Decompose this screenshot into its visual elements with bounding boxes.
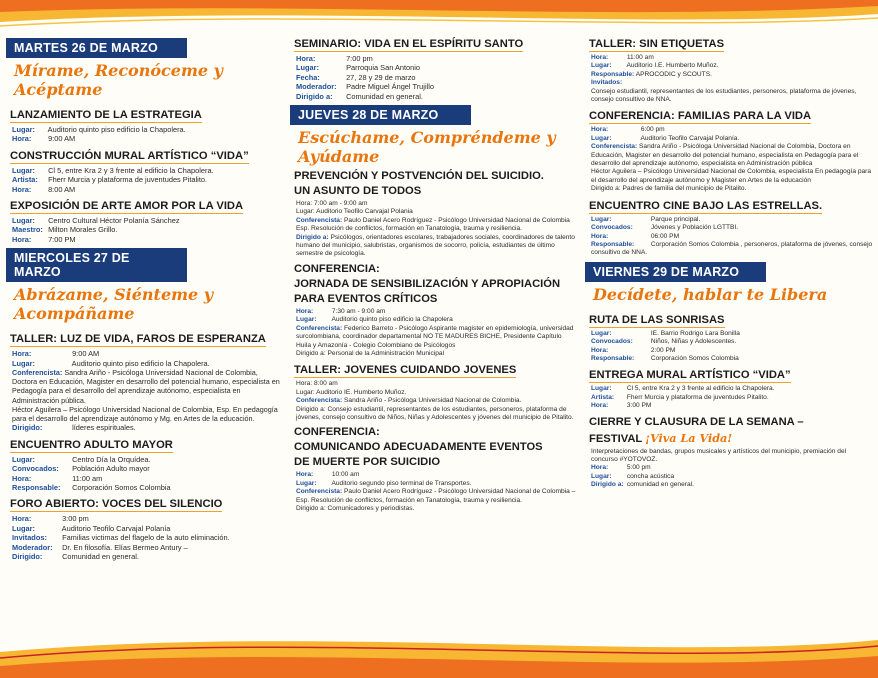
event-row [591, 54, 873, 62]
row-value: Centro Cultural Héctor Polanía Sánchez [48, 216, 180, 226]
event-paragraph [296, 234, 576, 259]
row-value: 7:00 PM [48, 234, 76, 244]
row-key: Lugar: [12, 125, 35, 134]
row-value: Dr. En filosofía. Elías Bermeo Antury – [62, 542, 188, 552]
event-title: ENCUENTRO CINE BAJO LAS ESTRELLAS. [589, 199, 823, 212]
event-row: Dirigido a: Padres de familia del municipio de Pitalito. [591, 185, 747, 193]
row-value: Auditorio Teofilo Carvajal Polanía. [640, 134, 740, 142]
row-value: Población Adulto mayor [72, 464, 150, 474]
row-value: 5:00 pm [626, 464, 651, 472]
row-key: Conferencista: [296, 488, 343, 496]
event-row [591, 464, 873, 472]
event-title: COMUNICANDO ADECUADAMENTE EVENTOS [294, 441, 543, 454]
row-value: Paulo Daniel Acero Rodríguez - Psicólogo Universidad Nacional de Colombia Esp. Resolución de conflictos, formación en Tanatología, trauma y resiliencia. [296, 216, 570, 233]
row-key: Conferencista: [591, 143, 638, 151]
row-key: Hora: [12, 134, 32, 144]
row-value: líderes espirituales. [72, 423, 136, 433]
tagline-jueves: Escúchame, Compréndeme y Ayúdame [298, 128, 556, 167]
event-row [12, 552, 280, 561]
event-row [296, 92, 576, 101]
event-row [12, 514, 280, 523]
column-3 [585, 34, 873, 638]
row-value: 2:00 PM [650, 346, 676, 354]
row-value: 11:00 am [626, 54, 654, 61]
column-1 [6, 34, 280, 638]
event-row [12, 533, 280, 542]
day-band-viernes: VIERNES 29 DE MARZO [585, 262, 766, 282]
tagline-viernes: Decídete, hablar te Libera [593, 284, 828, 304]
event-row [591, 224, 873, 232]
row-value: Comunidad en general. [62, 551, 139, 561]
row-value: 7:00 pm [346, 54, 373, 63]
row-value: 7:30 am - 9:00 am [331, 307, 386, 315]
row-value: Psicólogos, orientadores escolares, trabajadores sociales, coordinadores de talento humano del municipio, salubristas, organismos de socorro, policía, estudiantes de último semestre de psicología. [296, 233, 575, 258]
event-row [12, 464, 280, 473]
row-key: Lugar: [591, 215, 612, 223]
row-value: 3:00 PM [626, 402, 652, 410]
event-row [591, 481, 873, 489]
event-title: PARA EVENTOS CRÍTICOS [294, 292, 438, 305]
event-title: CIERRE Y CLAUSURA DE LA SEMANA – [589, 415, 804, 428]
day-band-martes: MARTES 26 DE MARZO [6, 38, 187, 58]
event-row: Dirigido a: Comunicadores y periodistas. [296, 504, 415, 512]
event-row [591, 355, 873, 363]
row-key: Lugar: [591, 329, 612, 337]
event-title: CONFERENCIA: FAMILIAS PARA LA VIDA [589, 110, 812, 123]
row-value: Auditorio quinto piso edificio la Chapolera. [47, 125, 186, 134]
event-row [591, 233, 873, 241]
row-key: Dirigido a: [296, 233, 329, 241]
row-key: Lugar: [296, 63, 319, 73]
event-paragraph [12, 368, 280, 405]
row-key: Hora: [12, 473, 32, 483]
event-row [296, 471, 576, 479]
event-row [591, 216, 873, 224]
event-paragraph [296, 488, 576, 505]
event-title: JORNADA DE SENSIBILIZACIÓN Y APROPIACIÓN [294, 277, 561, 290]
event-paragraph: Interpretaciones de bandas, grupos musicales y artísticos del municipio, premiación del concurso #YOTOVOZ. [591, 447, 847, 463]
day-band-jueves: JUEVES 28 DE MARZO [290, 105, 471, 125]
row-value: 27, 28 y 29 de marzo [346, 72, 416, 82]
event-row [12, 543, 280, 552]
event-row: Dirigido a: Personal de la Administración Municipal [296, 349, 445, 357]
row-value: Padre Miguel Ángel Trujillo [346, 82, 434, 92]
event-title: PREVENCIÓN Y POSTVENCIÓN DEL SUICIDIO. [294, 170, 544, 183]
event-row [12, 166, 280, 175]
event-row [591, 71, 873, 79]
row-key: Lugar: [296, 479, 317, 487]
event-paragraph [591, 143, 873, 168]
row-key: Lugar: [12, 358, 35, 368]
row-key: Lugar: [591, 385, 612, 393]
row-key: Hora: [296, 54, 316, 63]
row-value: Fherr Murcia y plataforma de juventudes Pitalito. [48, 175, 208, 185]
event-row [296, 63, 576, 72]
event-row [296, 316, 576, 324]
row-key: Convocados: [591, 338, 633, 346]
event-paragraph [296, 397, 576, 405]
row-key: Invitados: [591, 79, 623, 87]
event-title: DE MUERTE POR SUICIDIO [294, 456, 441, 469]
row-value: 11:00 am [72, 473, 103, 483]
row-key: Artista: [12, 175, 38, 185]
row-key: Hora: [296, 307, 314, 315]
event-row [591, 241, 873, 258]
row-value: 9:00 AM [72, 349, 100, 359]
event-row [591, 126, 873, 134]
row-value: Niños, Niñas y Adolescentes. [650, 338, 737, 346]
row-key: Moderador: [12, 542, 53, 552]
row-key: Responsable: [591, 354, 635, 362]
row-key: Hora: [12, 514, 32, 524]
row-value: Auditorio I.E. Humberto Muñoz. [626, 62, 719, 70]
row-key: Artista: [591, 393, 615, 401]
event-title: RUTA DE LAS SONRISAS [589, 313, 725, 326]
row-value: Auditorio segundo piso terminal de Transportes. [331, 479, 472, 487]
tagline-martes: Mírame, Reconóceme y Acéptame [14, 61, 223, 99]
event-title: EXPOSICIÓN DE ARTE AMOR POR LA VIDA [10, 200, 244, 213]
row-value: Parroquia San Antonio [346, 63, 421, 73]
event-title: TALLER: SIN ETIQUETAS [589, 38, 725, 50]
row-value: 3:00 pm [62, 514, 89, 524]
row-key: Invitados: [12, 533, 47, 543]
row-key: Lugar: [12, 523, 35, 533]
event-row [591, 62, 873, 70]
row-value: APROCODIC y SCOUTS. [635, 70, 712, 78]
row-key: Convocados: [12, 464, 59, 474]
event-title: ENTREGA MURAL ARTÍSTICO “VIDA” [589, 369, 791, 382]
row-key: Lugar: [591, 134, 612, 142]
row-value: Familias victimas del flagelo de la auto eliminación. [62, 533, 230, 543]
row-key: Hora: [591, 232, 609, 240]
row-value: 6:00 pm [640, 126, 665, 134]
festival-slogan: ¡Viva La Vida! [645, 430, 733, 445]
event-title: LANZAMIENTO DE LA ESTRATEGIA [10, 109, 202, 121]
event-row [591, 338, 873, 346]
row-key: Responsable: [591, 70, 635, 78]
event-title: CONFERENCIA: [294, 262, 380, 275]
row-key: Hora: [591, 464, 609, 472]
event-paragraph [296, 325, 576, 350]
event-title [589, 431, 873, 446]
event-row: Hora: 7:00 am - 9:00 am [296, 200, 368, 208]
row-value: Corporación Somos Colombia [650, 354, 739, 362]
event-title: TALLER: LUZ DE VIDA, FAROS DE ESPERANZA [10, 333, 266, 346]
event-row [12, 175, 280, 184]
event-row [591, 347, 873, 355]
row-value: Paulo Daniel Acero Rodríguez - Psicólogo Universidad Nacional de Colombia – Esp. Resolución de conflictos, formación en Tanatología, trauma y resiliencia. [296, 488, 576, 504]
row-key: Lugar: [12, 216, 35, 226]
row-key: Conferencista: [296, 397, 343, 405]
event-paragraph [296, 217, 576, 234]
row-key: Hora: [296, 471, 314, 479]
row-key: Dirigido a: [296, 91, 333, 101]
row-value: 9:00 AM [48, 134, 76, 144]
row-value: Centro Día la Orquídea. [72, 454, 151, 464]
row-value: Sandra Ariño - Psicóloga Universidad Nacional de Colombia, Doctora en Educación, Magister en desarrollo del potencial humano, especialista en Pedagogía para el desarrollo del aprendizaje autónomo, especialista en Administración pública [591, 143, 859, 168]
event-title: FORO ABIERTO: VOCES DEL SILENCIO [10, 498, 223, 511]
row-key: Responsable: [12, 482, 61, 492]
event-row [296, 480, 576, 488]
event-row [591, 394, 873, 402]
event-row [591, 385, 873, 393]
row-key: Hora: [12, 349, 32, 359]
event-row [12, 423, 280, 432]
day-band-miercoles: MIERCOLES 27 DE MARZO [6, 248, 187, 282]
event-row [12, 474, 280, 483]
row-value: Auditorio Teofilo Carvajal Polanía [61, 523, 171, 533]
row-key: Lugar: [12, 165, 35, 175]
event-paragraph [591, 79, 873, 104]
row-key: Hora: [591, 346, 609, 354]
row-value: Auditorio quinto piso edificio la Chapolera [331, 316, 453, 324]
event-row [12, 125, 280, 134]
row-value: Cl 5, entre Kra 2 y 3 frente al edificio la Chapolera. [48, 165, 214, 175]
row-value: 06:00 PM [650, 232, 680, 240]
row-key: Hora: [12, 184, 32, 194]
tagline-miercoles: Abrázame, Siénteme y Acompáñame [14, 285, 214, 324]
row-key: Conferencista: [296, 216, 343, 224]
event-row [296, 308, 576, 316]
event-row [296, 82, 576, 91]
event-row: Lugar: Auditorio Teofilo Carvajal Polania [296, 208, 413, 216]
event-row [12, 216, 280, 225]
row-value: Comunidad en general. [346, 91, 423, 101]
event-row [12, 225, 280, 234]
event-paragraph: Héctor Aguilera – Psicólogo Universidad Nacional de Colombia, especialista En pedagogía para el desarrollo del aprendizaje autónomo y Magister en Artes de la educación [591, 168, 872, 184]
row-value: Jóvenes y Población LGTTBI. [650, 224, 739, 232]
row-key: Fecha: [296, 72, 320, 82]
event-title: UN ASUNTO DE TODOS [294, 185, 422, 198]
row-key: Dirigido: [12, 423, 43, 433]
event-row [12, 185, 280, 194]
row-value: comunidad en general. [626, 481, 694, 489]
row-value: Sandra Ariño - Psicóloga Universidad Nacional de Colombia, Doctora en Educación, Magister en desarrollo del potencial humano, especialista en Pedagogía para el desarrollo del aprendizaje autónomo, especialista en Administración pública. [12, 368, 280, 405]
event-row [591, 402, 873, 410]
event-row [12, 134, 280, 143]
event-row [591, 135, 873, 143]
event-row [12, 483, 280, 492]
event-row [12, 235, 280, 244]
row-key: Convocados: [591, 224, 633, 232]
event-row [12, 524, 280, 533]
event-title: TALLER: JOVENES CUIDANDO JOVENES [294, 364, 517, 377]
festival-label: FESTIVAL [589, 432, 643, 445]
row-key: Conferencista: [12, 368, 63, 378]
row-value: Corporación Somos Colombia [72, 482, 171, 492]
event-title: CONFERENCIA: [294, 426, 380, 439]
row-value: Sandra Ariño - Psicóloga Universidad Nacional de Colombia. [344, 397, 522, 405]
event-row [591, 330, 873, 338]
row-value: Cl 5, entre Kra 2 y 3 frente al edificio la Chapolera. [626, 385, 775, 393]
row-value: Consejo estudiantil, representantes de los estudiantes, personeros, plataforma de jóvenes, consejo consultivo de NNA. [591, 87, 857, 104]
row-value: Federico Barreto - Psicólogo Aspirante magister en epidemiología, universidad surcolombiana, coordinador departamental NO TE MADURES BICHE, Presidente Capítulo Huila y Amazonía - Colegio Colombiano de Psicólogos [296, 324, 574, 349]
row-value: Parque principal. [650, 215, 701, 223]
event-row [12, 455, 280, 464]
row-key: Lugar: [591, 472, 612, 480]
event-title: ENCUENTRO ADULTO MAYOR [10, 438, 173, 451]
event-title: SEMINARIO: VIDA EN EL ESPÍRITU SANTO [294, 38, 524, 50]
event-paragraph: Dirigido a: Consejo estudiantil, representantes de los estudiantes, personeros, plataforma de jóvenes, consejo consultivo de Niños, Niñas y Adolescentes y jóvenes del municipio de Pitalito. [296, 405, 574, 421]
event-paragraph: Héctor Aguilera – Psicólogo Universidad Nacional de Colombia, Esp. En pedagogía para el desarrollo del aprendizaje autónomo y Mg. en Artes de la educación. [12, 404, 278, 424]
event-row [12, 359, 280, 368]
row-value: Corporación Somos Colombia , personeros, plataforma de jóvenes, consejo consultivo de NNA. [591, 240, 873, 257]
row-value: IE. Barrio Rodrigo Lara Bonilla [650, 329, 740, 337]
row-key: Moderador: [296, 82, 337, 92]
row-value: 10:00 am [331, 471, 360, 479]
row-key: Lugar: [296, 316, 317, 324]
row-value: Auditorio quinto piso edificio la Chapolera. [71, 358, 210, 368]
event-row [296, 54, 576, 63]
row-key: Maestro: [12, 225, 43, 235]
column-2 [290, 34, 576, 638]
event-row [12, 349, 280, 358]
row-value: concha acústica [626, 472, 675, 480]
row-key: Lugar: [591, 62, 612, 70]
row-key: Dirigido: [12, 551, 43, 561]
event-row: Lugar: Auditorio IE. Humberto Muñoz. [296, 388, 407, 396]
event-row [296, 73, 576, 82]
event-row [591, 473, 873, 481]
row-value: Fherr Murcia y plataforma de juventudes Pitalito. [626, 393, 769, 401]
row-key: Responsable: [591, 240, 635, 248]
row-key: Hora: [591, 54, 609, 61]
row-key: Lugar: [12, 454, 35, 464]
row-key: Dirigido a: [591, 481, 624, 489]
event-row: Hora: 8:00 am [296, 380, 338, 388]
row-key: Hora: [591, 126, 609, 134]
event-title: CONSTRUCCIÓN MURAL ARTÍSTICO “VIDA” [10, 149, 249, 162]
row-key: Hora: [12, 234, 32, 244]
row-value: Milton Morales Grillo. [48, 225, 118, 235]
row-key: Hora: [591, 402, 609, 410]
row-value: 8:00 AM [48, 184, 76, 194]
row-key: Conferencista: [296, 324, 343, 332]
